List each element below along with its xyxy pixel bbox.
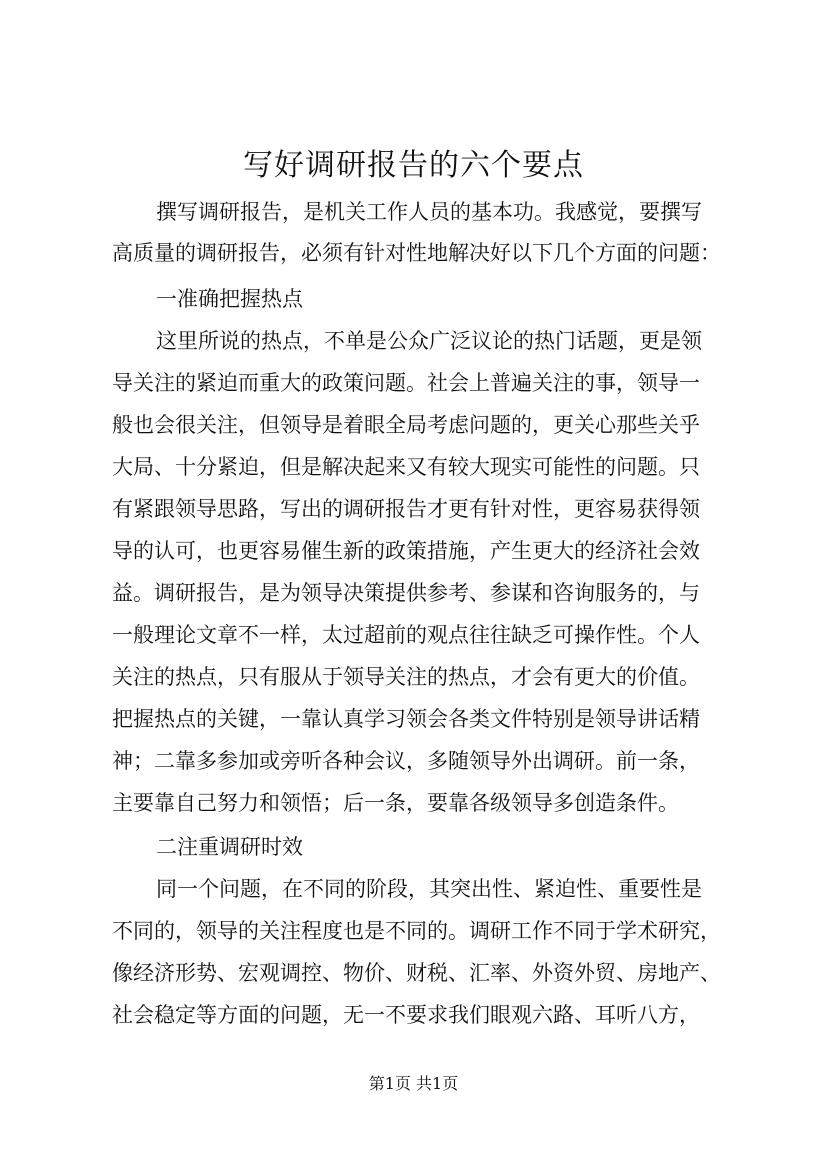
paragraph-line: 同一个问题，在不同的阶段，其突出性、紧迫性、重要性是: [156, 877, 702, 901]
paragraph-line: 把握热点的关键，一靠认真学习领会各类文件特别是领导讲话精: [112, 707, 700, 731]
paragraph-line: 撰写调研报告，是机关工作人员的基本功。我感觉，要撰写: [156, 200, 702, 224]
paragraph-line: 像经济形势、宏观调控、物价、财税、汇率、外资外贸、房地产、: [112, 961, 721, 985]
paragraph-line: 高质量的调研报告，必须有针对性地解决好以下几个方面的问题：: [112, 241, 721, 265]
page-number-footer: 第1页 共1页: [368, 1074, 459, 1093]
section-heading: 一准确把握热点: [156, 287, 303, 311]
paragraph-line: 社会稳定等方面的问题，无一不要求我们眼观六路、耳听八方，: [112, 1003, 700, 1027]
paragraph-line: 关注的热点，只有服从于领导关注的热点，才会有更大的价值。: [112, 665, 700, 689]
paragraph-line: 益。调研报告，是为领导决策提供参考、参谋和咨询服务的，与: [112, 581, 700, 605]
paragraph-line: 神；二靠多参加或旁听各种会议，多随领导外出调研。前一条，: [112, 749, 700, 773]
paragraph-line: 不同的，领导的关注程度也是不同的。调研工作不同于学术研究，: [112, 919, 721, 943]
paragraph-line: 主要靠自己努力和领悟；后一条，要靠各级领导多创造条件。: [112, 791, 679, 815]
paragraph-line: 导关注的紧迫而重大的政策问题。社会上普遍关注的事，领导一: [112, 371, 700, 395]
paragraph-line: 大局、十分紧迫，但是解决起来又有较大现实可能性的问题。只: [112, 455, 700, 479]
paragraph-line: 一般理论文章不一样，太过超前的观点往往缺乏可操作性。个人: [112, 623, 700, 647]
paragraph-line: 导的认可，也更容易催生新的政策措施，产生更大的经济社会效: [112, 539, 700, 563]
paragraph-line: 这里所说的热点，不单是公众广泛议论的热门话题，更是领: [156, 329, 702, 353]
section-heading: 二注重调研时效: [156, 835, 303, 859]
document-title: 写好调研报告的六个要点: [243, 148, 584, 183]
paragraph-line: 有紧跟领导思路，写出的调研报告才更有针对性，更容易获得领: [112, 497, 700, 521]
paragraph-line: 般也会很关注，但领导是着眼全局考虑问题的，更关心那些关乎: [112, 413, 700, 437]
